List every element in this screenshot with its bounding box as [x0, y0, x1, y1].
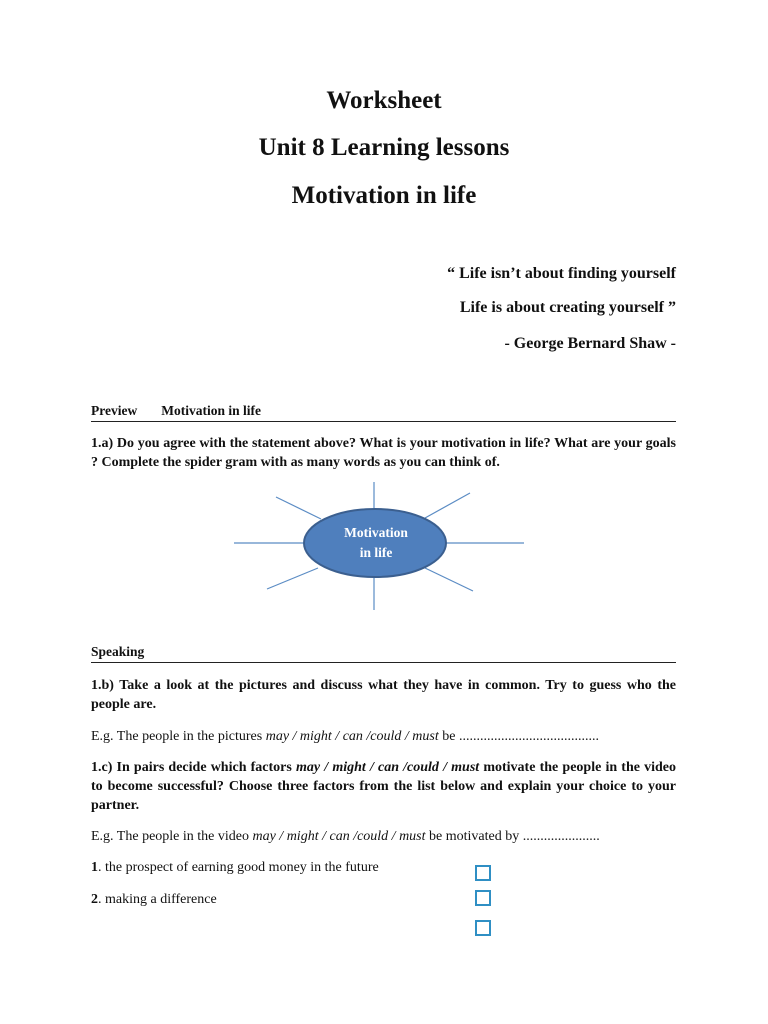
question-1a: 1.a) Do you agree with the statement above? What is your motivation in life? What are your goals ? Complete the spider gram with as many words as you can think of.	[91, 436, 676, 470]
factor-item-1	[91, 858, 676, 877]
factor-number: 1	[91, 860, 98, 875]
speaking-heading	[91, 644, 676, 663]
question-1c-end: motivate the people in the video to become successful? Choose three factors from the list below and explain your choice to your partner.	[91, 760, 677, 813]
factor-item-2	[91, 890, 676, 909]
quote-line-1: “ Life isn’t about finding yourself	[447, 265, 676, 282]
spider-ray	[267, 568, 318, 589]
example-2-end: be motivated by ......................	[425, 829, 600, 844]
preview-heading	[91, 403, 676, 422]
question-1c-modals: may / might / can /could / must	[296, 760, 480, 775]
spider-center-label-1: Motivation	[344, 525, 408, 540]
preview-topic: Motivation in life	[161, 403, 261, 418]
spider-center-label-2: in life	[359, 545, 393, 560]
example-2-modals: may / might / can /could / must	[252, 829, 426, 844]
speaking-label: Speaking	[91, 644, 145, 659]
factor-text: . making a difference	[98, 892, 217, 907]
question-1c-start: 1.c) In pairs decide which factors	[91, 760, 297, 775]
question-1c	[91, 758, 676, 815]
factor-number: 2	[91, 892, 98, 907]
spider-center-ellipse	[304, 509, 446, 577]
spider-ray	[425, 568, 473, 591]
worksheet-title: Worksheet	[326, 87, 442, 114]
example-1	[91, 727, 676, 746]
quote-line-2: Life is about creating yourself ”	[459, 299, 676, 316]
factor-checkbox-1[interactable]	[475, 865, 491, 881]
question-1b: 1.b) Take a look at the pictures and discuss what they have in common. Try to guess who the people are.	[91, 678, 676, 712]
factor-checkbox-2[interactable]	[475, 890, 491, 906]
example-2	[91, 827, 676, 846]
spider-ray	[425, 493, 470, 518]
factor-text: . the prospect of earning good money in the future	[98, 860, 379, 875]
example-1-end: be ........................................	[438, 729, 599, 744]
preview-label: Preview	[91, 403, 138, 418]
unit-title: Unit 8 Learning lessons	[258, 134, 510, 161]
topic-title: Motivation in life	[291, 182, 477, 209]
factor-checkbox-3[interactable]	[475, 920, 491, 936]
spider-ray	[276, 497, 321, 519]
spider-gram	[230, 478, 530, 614]
example-2-start: E.g. The people in the video	[91, 829, 253, 844]
quote-author: - George Bernard Shaw -	[504, 335, 676, 352]
example-1-start: E.g. The people in the pictures	[91, 729, 266, 744]
example-1-modals: may / might / can /could / must	[265, 729, 439, 744]
